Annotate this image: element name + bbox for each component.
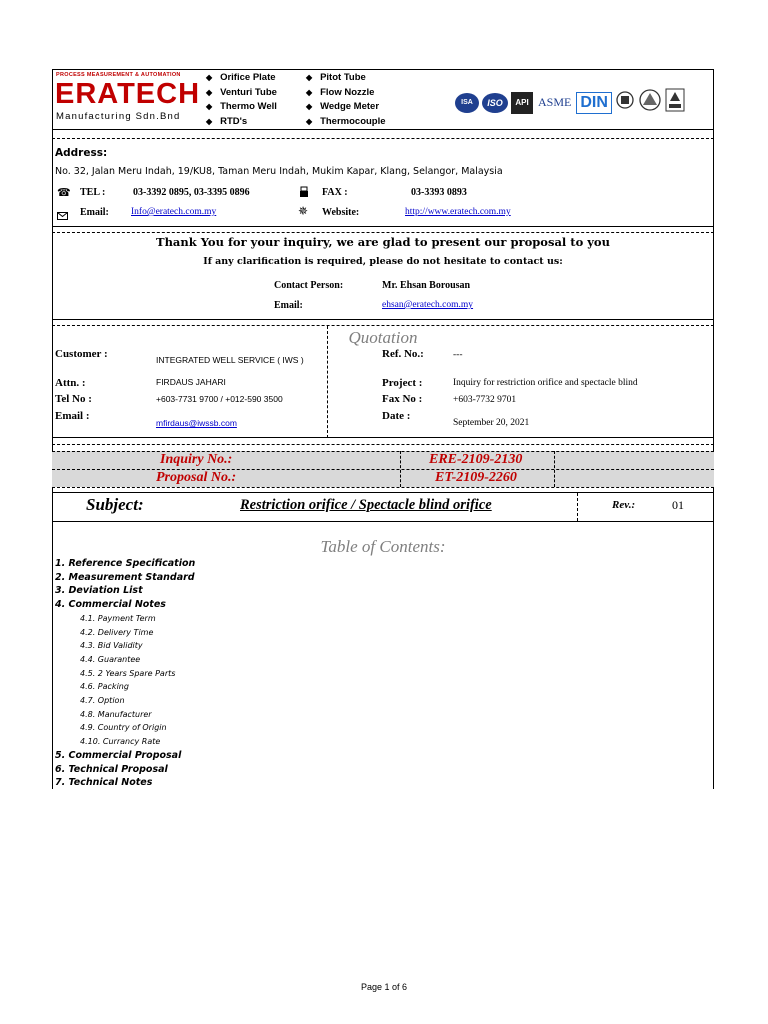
toc-subitem[interactable]: 4.9. Country of Origin — [80, 723, 167, 733]
divider — [52, 325, 714, 326]
clarify-text: If any clarification is required, please do not hesitate to contact us: — [203, 256, 563, 267]
divider — [52, 444, 714, 445]
top-border — [52, 69, 714, 70]
product-item: ◆ Venturi Tube — [206, 86, 277, 98]
tel-label: TEL : — [80, 187, 106, 198]
band-divider — [400, 451, 401, 487]
divider — [52, 138, 714, 139]
band-bottom — [52, 487, 714, 488]
email-label: Email: — [80, 207, 109, 218]
contact-email-label: Email: — [274, 300, 303, 311]
product-item: ◆ Thermocouple — [306, 115, 386, 127]
toc-item[interactable]: 7. Technical Notes — [55, 777, 153, 789]
customer-value: INTEGRATED WELL SERVICE ( IWS ) — [156, 355, 304, 365]
date-label: Date : — [382, 410, 411, 422]
address-text: No. 32, Jalan Meru Indah, 19/KU8, Taman Meru Indah, Mukim Kapar, Klang, Selangor, Malaysia — [55, 166, 503, 177]
toc-subitem[interactable]: 4.3. Bid Validity — [80, 641, 143, 651]
customer-email-label: Email : — [55, 410, 90, 422]
fax-value: 03-3393 0893 — [411, 187, 467, 198]
band-divider — [554, 451, 555, 487]
quotation-title: Quotation — [348, 328, 418, 347]
rev-label: Rev.: — [612, 499, 636, 511]
toc-list — [55, 557, 195, 790]
subject-divider — [577, 493, 578, 521]
contact-label: Contact Person: — [274, 280, 344, 291]
date-value: September 20, 2021 — [453, 418, 530, 428]
toc-item[interactable]: 1. Reference Specification — [55, 558, 196, 569]
toc-subitem[interactable]: 4.6. Packing — [80, 682, 129, 692]
website-label: Website: — [322, 207, 360, 218]
address-label: Address: — [55, 147, 108, 159]
company-logo: ERATECH — [55, 78, 201, 110]
tel-no-value: +603-7731 9700 / +012-590 3500 — [156, 394, 283, 404]
contact-email-link[interactable]: ehsan@eratech.com.my — [382, 300, 474, 310]
divider — [52, 226, 714, 227]
product-list-2 — [306, 71, 386, 129]
inquiry-value: ERE-2109-2130 — [429, 452, 523, 467]
band-top — [52, 451, 714, 452]
page-number: Page 1 of 6 — [360, 982, 408, 992]
divider — [52, 319, 714, 320]
toc-item[interactable]: 2. Measurement Standard — [55, 571, 195, 583]
cert-icon-3 — [665, 88, 685, 117]
product-item: ◆ Thermo Well — [206, 101, 277, 112]
fax-label: FAX : — [322, 187, 348, 198]
product-item: ◆ Pitot Tube — [306, 72, 366, 83]
isa-logo: ISA — [455, 93, 479, 113]
rev-value: 01 — [672, 498, 684, 512]
cert-icon-1 — [615, 90, 635, 115]
asme-logo: ASME — [538, 95, 572, 109]
fax-icon — [299, 185, 309, 203]
website-link[interactable]: http://www.eratech.com.my — [405, 207, 511, 217]
toc-subitem[interactable]: 4.7. Option — [80, 696, 125, 706]
mail-icon — [57, 207, 68, 225]
header-divider — [52, 129, 714, 130]
toc-title: Table of Contents: — [320, 537, 446, 556]
fax-no-label: Fax No : — [382, 393, 423, 405]
toc-item[interactable]: 6. Technical Proposal — [55, 763, 168, 775]
customer-label: Customer : — [55, 348, 108, 360]
toc-item[interactable]: 5. Commercial Proposal — [55, 749, 182, 761]
proposal-value: ET-2109-2260 — [435, 470, 517, 485]
product-item: ◆ Flow Nozzle — [306, 86, 375, 98]
product-item: ◆ Orifice Plate — [206, 72, 276, 83]
divider — [52, 492, 714, 493]
toc-subitem[interactable]: 4.2. Delivery Time — [80, 627, 154, 637]
project-value: Inquiry for restriction orifice and spectacle blind — [453, 378, 638, 388]
iso-logo: ISO — [482, 93, 508, 113]
contact-value: Mr. Ehsan Borousan — [382, 280, 471, 291]
fax-no-value: +603-7732 9701 — [453, 395, 517, 405]
toc-subitem[interactable]: 4.4. Guarantee — [80, 654, 141, 664]
tel-value: 03-3392 0895, 03-3395 0896 — [133, 187, 250, 198]
subject-value: Restriction orifice / Spectacle blind orifice — [240, 497, 492, 513]
din-logo: DIN — [576, 92, 612, 114]
subject-label: Subject: — [86, 495, 144, 514]
project-label: Project : — [382, 377, 423, 389]
api-logo: API — [511, 92, 533, 114]
divider — [52, 521, 714, 522]
website-icon: ✵ — [298, 204, 309, 218]
cert-icon-2 — [638, 88, 662, 117]
attn-value: FIRDAUS JAHARI — [156, 377, 226, 387]
band-middle — [52, 469, 714, 470]
toc-subitem[interactable]: 4.8. Manufacturer — [80, 709, 152, 719]
inquiry-label: Inquiry No.: — [160, 452, 233, 467]
proposal-label: Proposal No.: — [156, 470, 237, 485]
company-tagline: PROCESS MEASUREMENT & AUTOMATION — [56, 72, 181, 78]
customer-email-link[interactable]: mfirdaus@iwssb.com — [156, 418, 237, 428]
product-list-1 — [206, 71, 277, 129]
email-link[interactable]: Info@eratech.com.my — [131, 207, 217, 217]
company-name: Manufacturing Sdn.Bnd — [56, 111, 181, 122]
toc-subitem[interactable]: 4.1. Payment Term — [80, 613, 156, 623]
product-item: ◆ RTD's — [206, 115, 248, 127]
divider — [52, 437, 714, 438]
thanks-text: Thank You for your inquiry, we are glad to present our proposal to you — [156, 235, 610, 249]
product-item: ◆ Wedge Meter — [306, 101, 380, 112]
phone-icon: ☎ — [57, 187, 71, 199]
certification-logos — [455, 88, 685, 117]
tel-no-label: Tel No : — [55, 393, 92, 405]
toc-subitem[interactable]: 4.10. Currancy Rate — [80, 737, 161, 747]
attn-label: Attn. : — [55, 377, 86, 389]
ref-label: Ref. No.: — [382, 348, 424, 360]
toc-subitem[interactable]: 4.5. 2 Years Spare Parts — [80, 668, 176, 678]
toc-item[interactable]: 3. Deviation List — [55, 585, 143, 597]
toc-item[interactable]: 4. Commercial Notes — [55, 599, 166, 611]
ref-value: --- — [453, 350, 463, 360]
divider — [52, 232, 714, 233]
